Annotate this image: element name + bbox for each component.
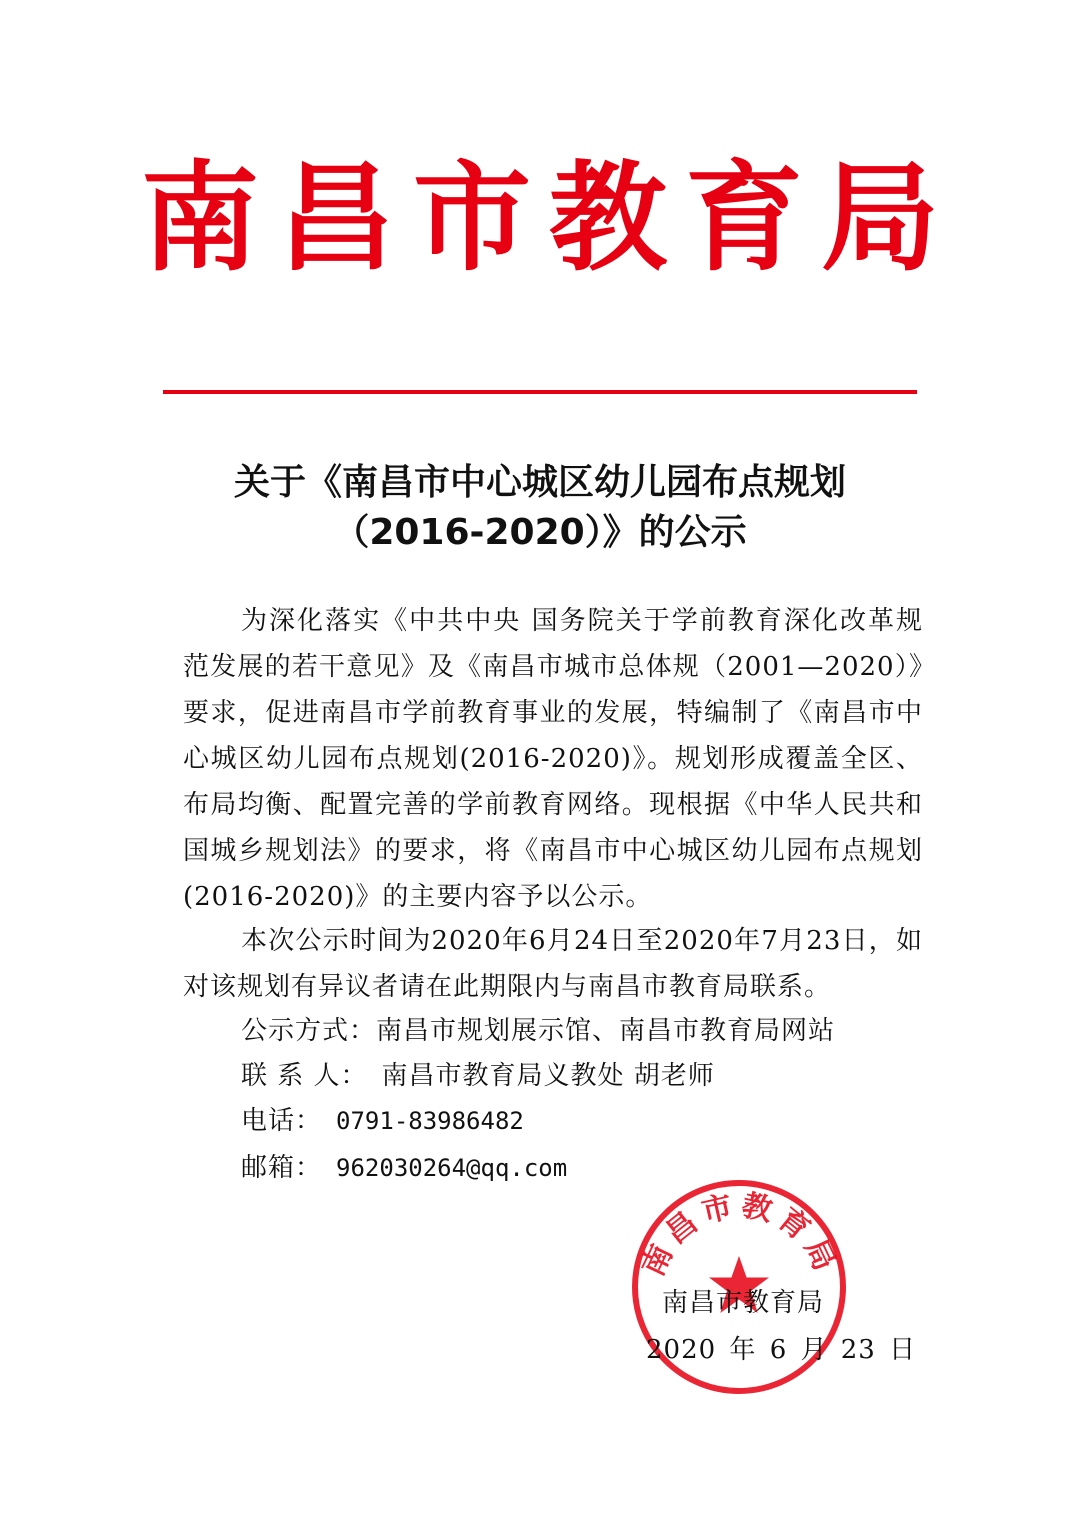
signature-organization: 南昌市教育局 [662,1288,825,1318]
seal-text: 南昌市教育局 [635,1187,845,1282]
email-label: 邮箱： [241,1153,323,1183]
letterhead-org-name: 南昌市教育局 [140,148,957,287]
email-value: 962030264@qq.com [336,1154,568,1182]
publicity-method-label: 公示方式： [241,1016,377,1046]
body-paragraph-1: 为深化落实《中共中央 国务院关于学前教育深化改革规范发展的若干意见》及《南昌市城市总体规（2001—2020）》要求，促进南昌市学前教育事业的发展，特编制了《南昌市中心城区幼儿园布点规划(2016-2020)》。规划形成覆盖全区、布局均衡、配置完善的学前教育网络。现根据《中华人民共和国城乡规划法》的要求，将《南昌市中心城区幼儿园布点规划(2016-2020)》的主要内容予以公示。 [183,606,923,912]
contact-person-row [241,1053,715,1099]
body-paragraph-2: 本次公示时间为2020年6月24日至2020年7月23日，如对该规划有异议者请在此期限内与南昌市教育局联系。 [183,926,923,1002]
contact-person-label: 联 系 人： [241,1061,368,1091]
phone-row [241,1098,524,1144]
publicity-method-value: 南昌市规划展示馆、南昌市教育局网站 [376,1016,836,1046]
phone-value: 0791-83986482 [336,1107,524,1135]
publicity-method-row [241,1008,835,1054]
signature-date: 2020 年 6 月 23 日 [646,1335,917,1365]
email-row [241,1145,567,1191]
document-title-line-2: （2016-2020）》的公示 [333,512,747,553]
document-title-line-1: 关于《南昌市中心城区幼儿园布点规划 [233,462,846,503]
phone-label: 电话： [241,1106,323,1136]
contact-person-value: 南昌市教育局义教处 胡老师 [381,1061,715,1091]
letterhead-red-rule [163,390,917,394]
